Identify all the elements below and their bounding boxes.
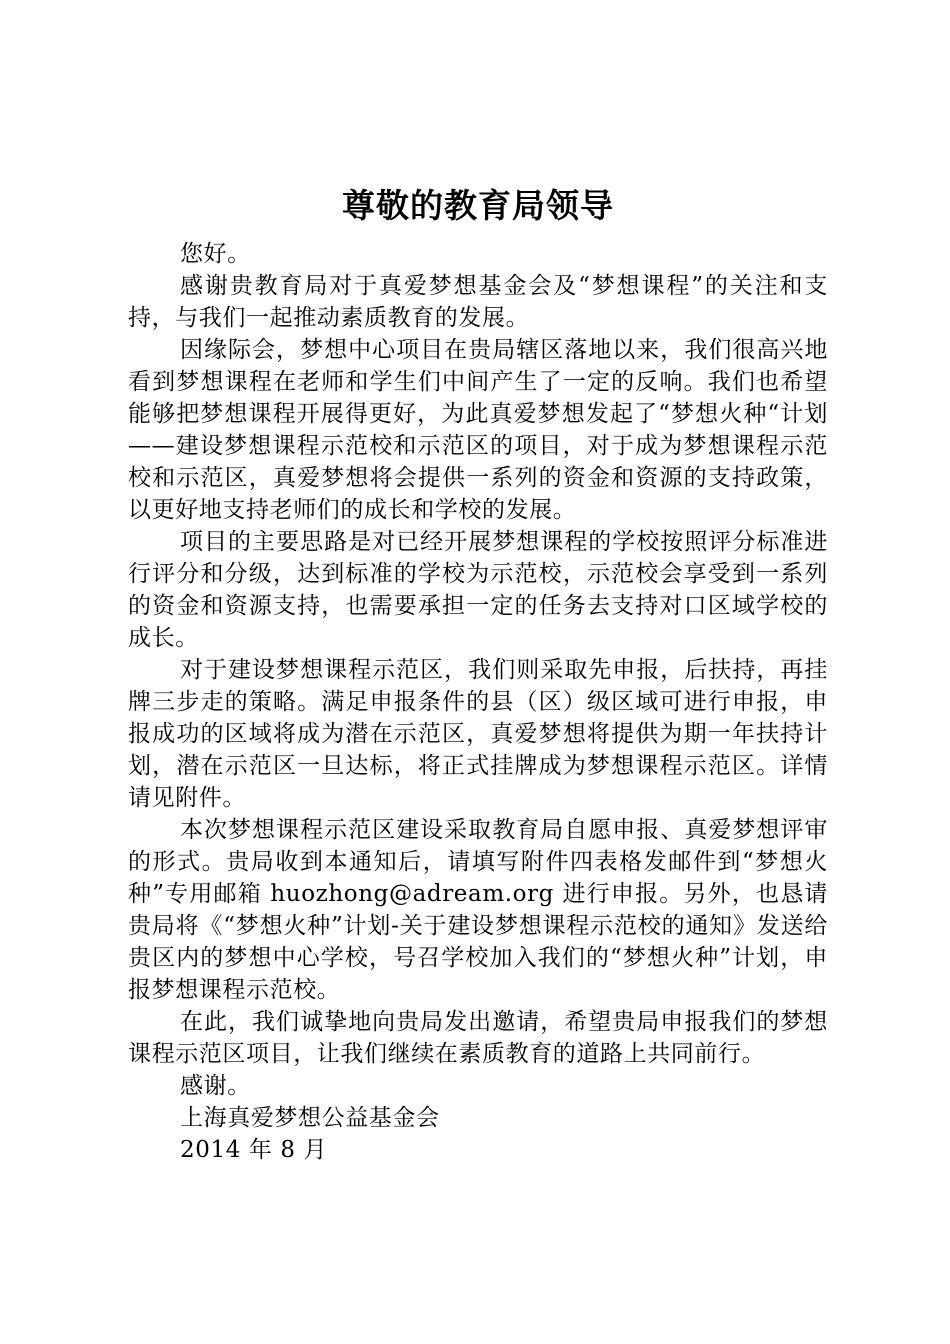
letter-title: 尊敬的教育局领导	[342, 186, 614, 225]
body-paragraph-6: 在此，我们诚挚地向贵局发出邀请，希望贵局申报我们的梦想课程示范区项目，让我们继续在素质教育的道路上共同前行。	[128, 1009, 828, 1067]
thanks-line: 感谢。	[180, 1073, 251, 1099]
signature-organization: 上海真爱梦想公益基金会	[180, 1105, 440, 1131]
body-paragraph-4: 对于建设梦想课程示范区，我们则采取先申报，后扶持，再挂牌三步走的策略。满足申报条件的县（区）级区域可进行申报，申报成功的区域将成为潜在示范区，真爱梦想将提供为期一年扶持计划，潜在示范区一旦达标，将正式挂牌成为梦想课程示范区。详情请见附件。	[128, 657, 828, 811]
body-paragraph-3: 项目的主要思路是对已经开展梦想课程的学校按照评分标准进行评分和分级，达到标准的学校为示范校，示范校会享受到一系列的资金和资源支持，也需要承担一定的任务去支持对口区域学校的成长。	[128, 529, 828, 651]
greeting: 您好。	[180, 241, 251, 267]
signature-date: 2014 年 8 月	[180, 1137, 328, 1163]
body-paragraph-5: 本次梦想课程示范区建设采取教育局自愿申报、真爱梦想评审的形式。贵局收到本通知后，请填写附件四表格发邮件到“梦想火种”专用邮箱 huozhong@adream.org 进行申报。另外，也恳请贵局将《“梦想火种”计划-关于建设梦想课程示范校的通知》发送给贵区内的梦想中心学校，号召学校加入我们的“梦想火种”计划，申报梦想课程示范校。	[128, 817, 828, 1003]
body-paragraph-2: 因缘际会，梦想中心项目在贵局辖区落地以来，我们很高兴地看到梦想课程在老师和学生们中间产生了一定的反响。我们也希望能够把梦想课程开展得更好，为此真爱梦想发起了“梦想火种“计划——建设梦想课程示范校和示范区的项目，对于成为梦想课程示范校和示范区，真爱梦想将会提供一系列的资金和资源的支持政策，以更好地支持老师们的成长和学校的发展。	[128, 337, 828, 523]
letter-page	[128, 180, 828, 1166]
body-paragraph-1: 感谢贵教育局对于真爱梦想基金会及“梦想课程”的关注和支持，与我们一起推动素质教育的发展。	[128, 273, 828, 331]
